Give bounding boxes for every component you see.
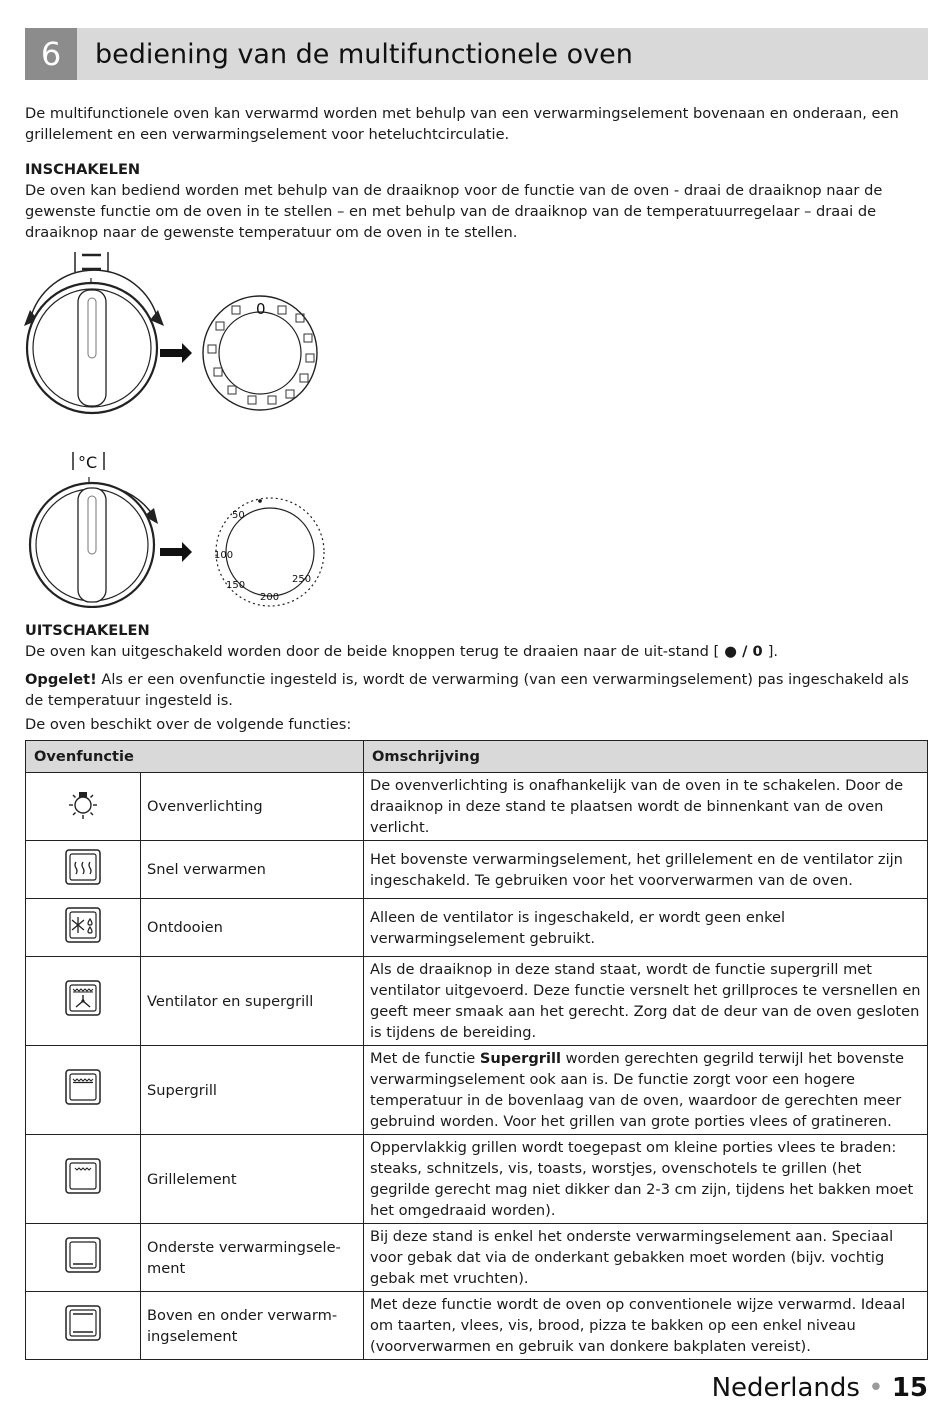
oven-symbol-icon [75, 252, 108, 286]
fan-supergrill-icon [64, 979, 102, 1017]
opgelet-note: Opgelet! Als er een ovenfunctie ingesteld is, wordt de verwarming (van een verwarmingselement) pas ingeschakeld als de temperatuur ingesteld is. [25, 671, 909, 709]
table-row [26, 1224, 928, 1292]
functions-intro: De oven beschikt over de volgende functies: [25, 716, 352, 733]
footer-separator: • [868, 1373, 884, 1403]
page-number: 15 [891, 1373, 928, 1403]
off-symbol: ● / 0 [719, 643, 768, 660]
function-knob [27, 283, 157, 413]
function-description: Oppervlakkig grillen wordt toegepast om kleine porties vlees te braden: steaks, schnitzels, vis, toasts, worstjes, ovenschotels te grillen (het gegrilde gerecht mag niet dikker dan 2-3 cm zijn, tijdens het bakken moet het omgedraaid worden). [364, 1135, 928, 1224]
table-row [26, 773, 928, 841]
temp-mark: 100 [214, 550, 234, 561]
section-number: 6 [25, 28, 77, 80]
footer-language: Nederlands [711, 1373, 860, 1403]
temperature-dial [214, 498, 324, 606]
temp-mark: 200 [260, 592, 280, 603]
functions-table [25, 740, 928, 1360]
function-description: Als de draaiknop in deze stand staat, wordt de functie supergrill met ventilator uitgevoerd. Deze functie versnelt het grillproces te versnellen en geeft meer smaak aan het gerecht. Zorg dat de deur van de oven gesloten is tijdens de bereiding. [364, 957, 928, 1046]
lamp-icon [66, 787, 100, 821]
column-header-description: Omschrijving [364, 741, 928, 773]
function-name: Ventilator en supergrill [141, 957, 364, 1046]
table-header-row [26, 741, 928, 773]
top-bottom-heat-icon [64, 1304, 102, 1342]
function-name: Supergrill [141, 1046, 364, 1135]
function-knob-figure [20, 248, 340, 428]
section-header [25, 28, 928, 80]
opgelet-label: Opgelet! [25, 671, 97, 688]
table-row [26, 1292, 928, 1360]
temp-mark: 50 [232, 510, 245, 521]
function-description: Met de functie Supergrill worden gerechten gegrild terwijl het bovenste verwarmingselement ook aan is. De functie zorgt voor een hogere temperatuur in de bovenlaag van de oven, waardoor de gerechten meer gebruind worden. Voor het grillen van grote porties vlees of gratineren. [364, 1046, 928, 1135]
function-name: Onderste verwarmingsele-ment [141, 1224, 364, 1292]
function-description: Het bovenste verwarmingselement, het grillelement en de ventilator zijn ingeschakeld. Te gebruiken voor het voorverwarmen van de oven. [364, 841, 928, 899]
uitschakelen-text: De oven kan uitgeschakeld worden door de beide knoppen terug te draaien naar de uit-stand [ ● / 0 ]. [25, 643, 779, 660]
table-row [26, 957, 928, 1046]
rapid-heat-icon [64, 848, 102, 886]
function-name: Ontdooien [141, 899, 364, 957]
uitschakelen-heading: UITSCHAKELEN [25, 622, 150, 639]
function-name: Boven en onder verwarm-ingselement [141, 1292, 364, 1360]
inschakelen-heading: INSCHAKELEN [25, 161, 141, 178]
table-row [26, 841, 928, 899]
function-name: Grillelement [141, 1135, 364, 1224]
function-dial [203, 296, 317, 410]
page-footer [712, 1372, 928, 1404]
thermometer-symbol-icon [73, 452, 104, 484]
function-description: Met deze functie wordt de oven op conventionele wijze verwarmd. Ideaal om taarten, vlees, vis, brood, pizza te bakken op een enkel niveau (voorverwarmen en gebruik van donkere bakplaten vereist). [364, 1292, 928, 1360]
svg-text:0: 0 [256, 300, 266, 318]
function-description: Bij deze stand is enkel het onderste verwarmingselement aan. Speciaal voor gebak dat via de onderkant gebakken moet worden (bijv. vochtig gebak met vruchten). [364, 1224, 928, 1292]
temp-mark: 250 [292, 574, 312, 585]
function-description: Alleen de ventilator is ingeschakeld, er wordt geen enkel verwarmingselement gebruikt. [364, 899, 928, 957]
function-name: Ovenverlichting [141, 773, 364, 841]
svg-text:°C: °C [78, 453, 98, 472]
supergrill-icon [64, 1068, 102, 1106]
defrost-icon [64, 906, 102, 944]
function-name: Snel verwarmen [141, 841, 364, 899]
table-row [26, 899, 928, 957]
temp-mark: 150 [226, 580, 246, 591]
temperature-knob [30, 483, 154, 607]
arrow-right-icon [160, 343, 192, 363]
section-title: bediening van de multifunctionele oven [95, 39, 633, 70]
grill-icon [64, 1157, 102, 1195]
inschakelen-text: De oven kan bediend worden met behulp van de draaiknop voor de functie van de oven - draai de draaiknop naar de gewenste functie om de oven in te stellen – en met behulp van de draaiknop van de temperatuurregelaar – draai de draaiknop naar de gewenste temperatuur om de oven in te stellen. [25, 182, 883, 241]
bottom-heat-icon [64, 1236, 102, 1274]
table-row [26, 1046, 928, 1135]
temperature-knob-figure [20, 448, 340, 608]
column-header-function: Ovenfunctie [26, 741, 364, 773]
arrow-right-icon [160, 542, 192, 562]
function-description: De ovenverlichting is onafhankelijk van de oven in te schakelen. Door de draaiknop in deze stand te plaatsen wordt de binnenkant van de oven verlicht. [364, 773, 928, 841]
intro-paragraph: De multifunctionele oven kan verwarmd worden met behulp van een verwarmingselement bovenaan en onderaan, een grillelement en een verwarmingselement voor heteluchtcirculatie. [25, 105, 899, 143]
table-row [26, 1135, 928, 1224]
